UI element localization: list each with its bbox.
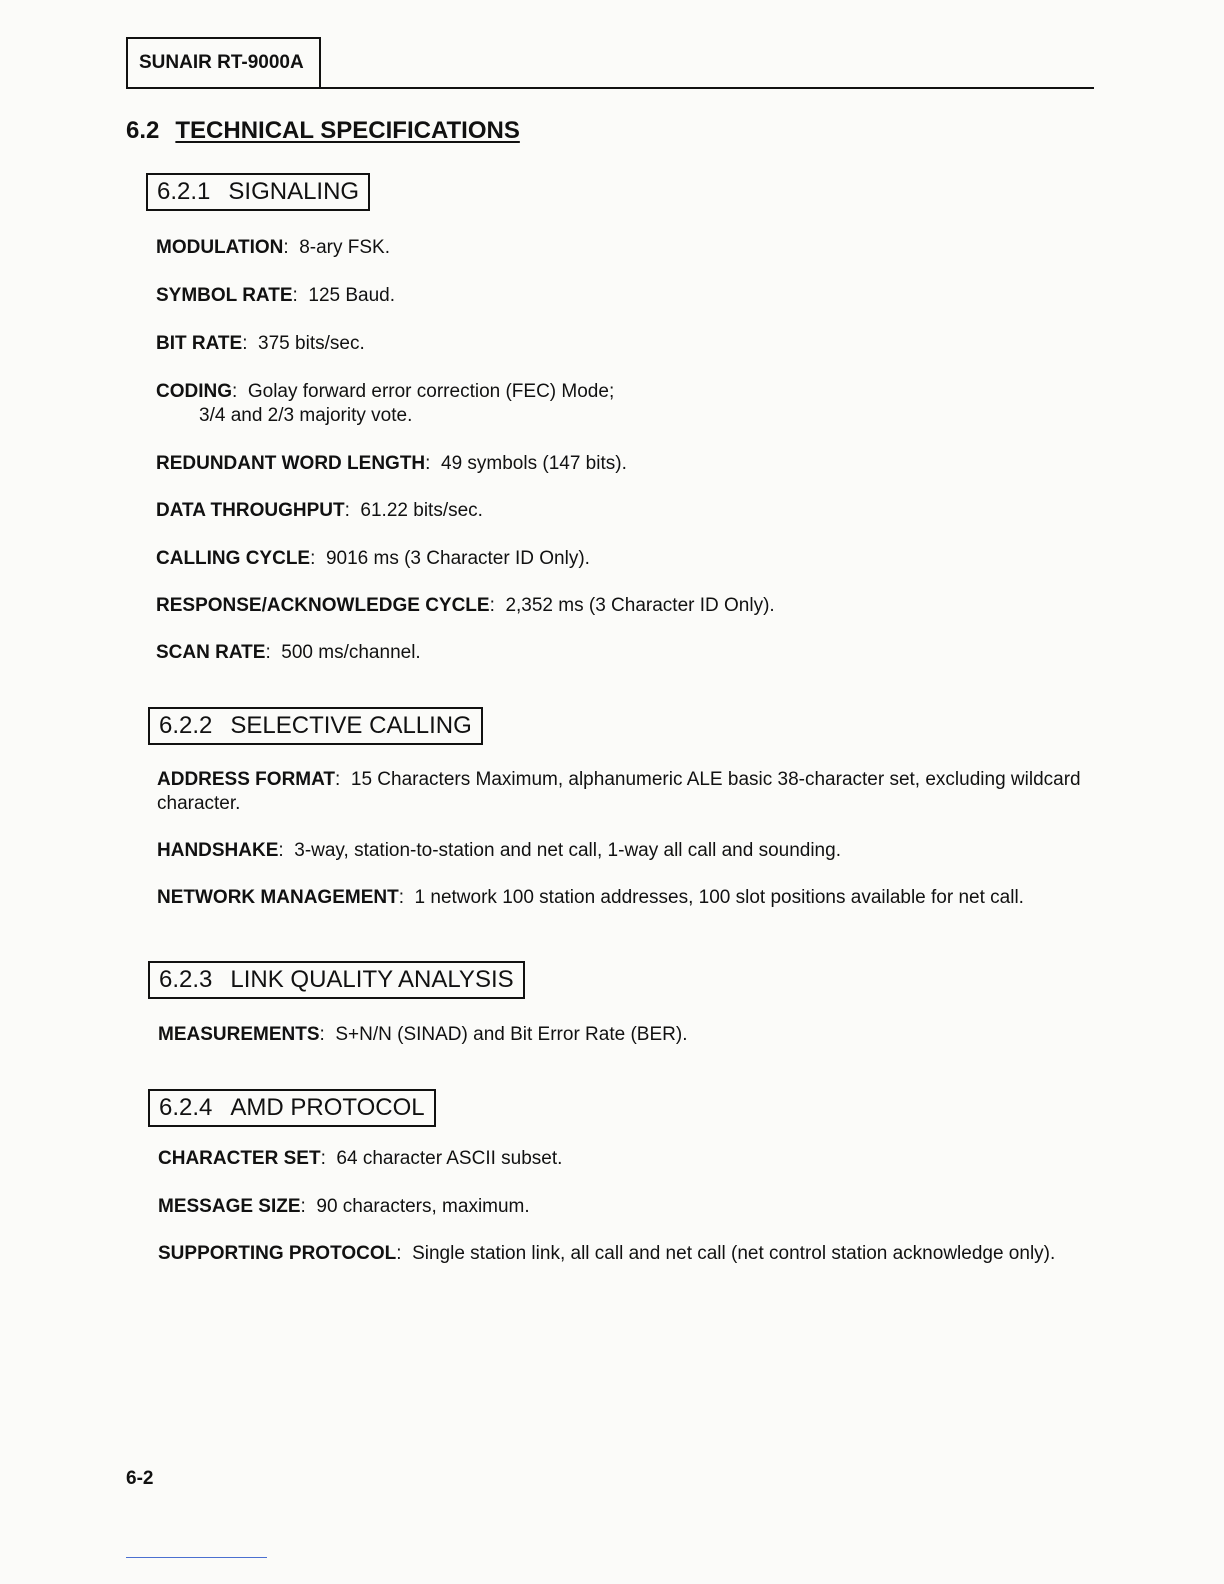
spec-label: CHARACTER SET (158, 1148, 321, 1169)
spec-value-continued: 3/4 and 2/3 majority vote. (199, 405, 413, 426)
spec-value: 125 Baud. (308, 285, 396, 306)
spec-value: 49 symbols (147 bits). (441, 453, 627, 474)
spec-value: 61.22 bits/sec. (360, 500, 483, 521)
spec-label: MESSAGE SIZE (158, 1196, 301, 1217)
subsection-title: SIGNALING (228, 178, 360, 205)
spec-label: NETWORK MANAGEMENT (157, 887, 399, 908)
document-header-title: SUNAIR RT-9000A (126, 37, 321, 87)
spec-value: Golay forward error correction (FEC) Mode; (247, 381, 615, 402)
spec-value: 90 characters, maximum. (316, 1196, 530, 1217)
spec-label: REDUNDANT WORD LENGTH (156, 453, 426, 474)
subsection-number: 6.2.2 (159, 712, 213, 739)
spec-label: SUPPORTING PROTOCOL (158, 1243, 397, 1264)
spec-item: MODULATION: 8-ary FSK. (156, 237, 391, 258)
spec-value: 64 character ASCII subset. (336, 1148, 563, 1169)
spec-value: 375 bits/sec. (258, 333, 365, 354)
spec-value: S+N/N (SINAD) and Bit Error Rate (BER). (335, 1024, 688, 1045)
spec-label: CODING (156, 381, 232, 402)
spec-item: SUPPORTING PROTOCOL: Single station link, all call and net call (net control station acknowledge only). (158, 1243, 1056, 1264)
spec-value: 2,352 ms (3 Character ID Only). (505, 595, 775, 616)
spec-value: Single station link, all call and net call (net control station acknowledge only). (412, 1243, 1056, 1264)
subsection-heading-selective-calling (148, 707, 483, 745)
spec-item: CALLING CYCLE: 9016 ms (3 Character ID Only). (156, 548, 590, 569)
spec-label: DATA THROUGHPUT (156, 500, 345, 521)
spec-item: BIT RATE: 375 bits/sec. (156, 333, 365, 354)
subsection-heading-link-quality-analysis (148, 961, 525, 999)
spec-label: HANDSHAKE (157, 840, 279, 861)
spec-label: MEASUREMENTS (158, 1024, 320, 1045)
page-number: 6-2 (126, 1468, 154, 1489)
section-number: 6.2 (126, 117, 160, 144)
spec-item: ADDRESS FORMAT: 15 Characters Maximum, alphanumeric ALE basic 38-character set, excluding wildcard character. (157, 769, 1081, 814)
spec-item: HANDSHAKE: 3-way, station-to-station and net call, 1-way all call and sounding. (157, 840, 841, 861)
spec-item: CHARACTER SET: 64 character ASCII subset. (158, 1148, 563, 1169)
subsection-number: 6.2.3 (159, 966, 213, 993)
spec-label: RESPONSE/ACKNOWLEDGE CYCLE (156, 595, 490, 616)
spec-label: BIT RATE (156, 333, 243, 354)
spec-item: RESPONSE/ACKNOWLEDGE CYCLE: 2,352 ms (3 Character ID Only). (156, 595, 775, 616)
spec-label: ADDRESS FORMAT (157, 769, 336, 790)
spec-item: MEASUREMENTS: S+N/N (SINAD) and Bit Error Rate (BER). (158, 1024, 688, 1045)
spec-value: 500 ms/channel. (281, 642, 421, 663)
spec-item: REDUNDANT WORD LENGTH: 49 symbols (147 bits). (156, 453, 627, 474)
spec-value: 9016 ms (3 Character ID Only). (325, 548, 590, 569)
spec-label: SYMBOL RATE (156, 285, 293, 306)
spec-value: 3-way, station-to-station and net call, 1-way all call and sounding. (294, 840, 841, 861)
bottom-rule (126, 1557, 267, 1558)
subsection-title: LINK QUALITY ANALYSIS (230, 966, 514, 993)
spec-item: NETWORK MANAGEMENT: 1 network 100 station addresses, 100 slot positions available for net call. (157, 887, 1024, 908)
spec-value: 8-ary FSK. (299, 237, 391, 258)
spec-label: MODULATION (156, 237, 284, 258)
subsection-heading-amd-protocol (148, 1089, 436, 1127)
section-title: TECHNICAL SPECIFICATIONS (175, 117, 520, 144)
subsection-title: AMD PROTOCOL (230, 1094, 425, 1121)
spec-label: SCAN RATE (156, 642, 266, 663)
subsection-title: SELECTIVE CALLING (230, 712, 472, 739)
spec-label: CALLING CYCLE (156, 548, 311, 569)
subsection-heading-signaling (146, 173, 370, 211)
spec-item: SCAN RATE: 500 ms/channel. (156, 642, 421, 663)
section-heading (126, 117, 520, 145)
subsection-number: 6.2.4 (159, 1094, 213, 1121)
spec-item: DATA THROUGHPUT: 61.22 bits/sec. (156, 500, 483, 521)
spec-item: SYMBOL RATE: 125 Baud. (156, 285, 396, 306)
spec-item: CODING: Golay forward error correction (FEC) Mode; 3/4 and 2/3 majority vote. (156, 380, 1101, 428)
spec-item: MESSAGE SIZE: 90 characters, maximum. (158, 1196, 530, 1217)
header-rule (126, 87, 1094, 89)
spec-value: 1 network 100 station addresses, 100 slot positions available for net call. (414, 887, 1024, 908)
subsection-number: 6.2.1 (157, 178, 211, 205)
spec-value: 15 Characters Maximum, alphanumeric ALE basic 38-character set, excluding wildcard character. (157, 769, 1081, 814)
